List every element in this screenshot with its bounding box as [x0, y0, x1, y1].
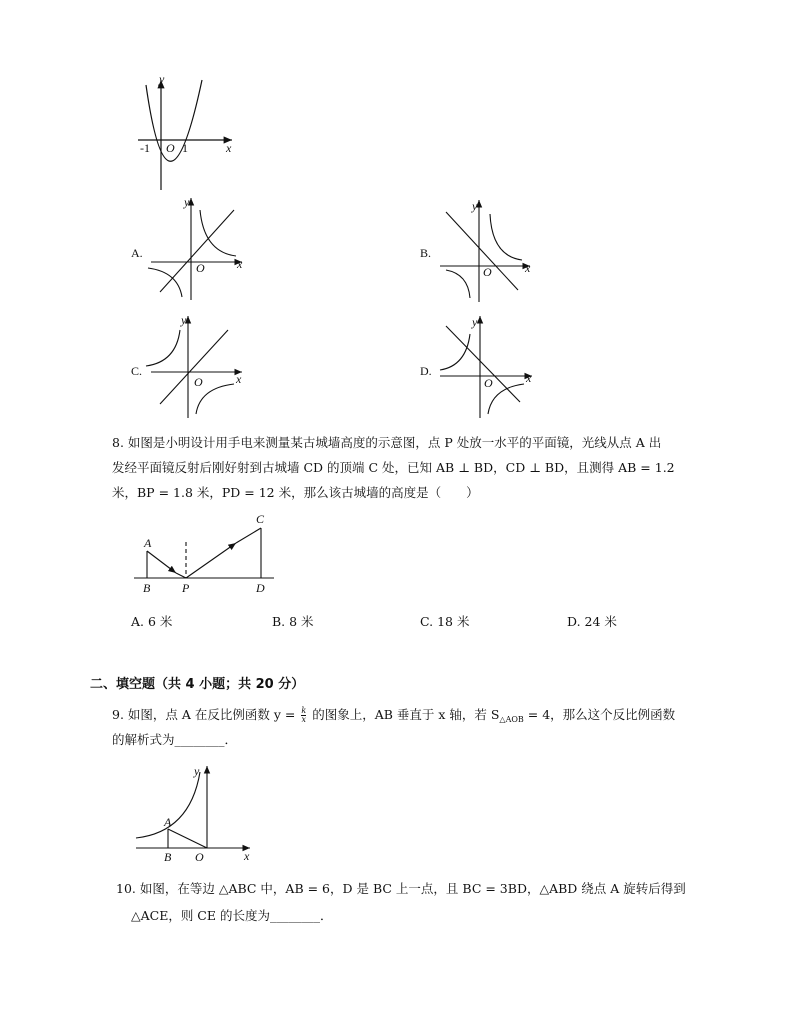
point-d: D [256, 581, 265, 595]
q9-subscript: △AOB [499, 715, 524, 724]
point-a: A [144, 536, 152, 550]
point-c: C [256, 512, 265, 526]
svg-text:O: O [194, 375, 203, 389]
tick-neg1: -1 [140, 141, 150, 155]
q9-line1-b: 的图象上，AB 垂直于 x 轴，若 S [312, 707, 500, 722]
svg-text:x: x [244, 849, 250, 863]
q10-line2: △ACE，则 CE 的长度为________． [131, 908, 333, 923]
segment-ao [168, 829, 207, 848]
origin-label: O [166, 141, 175, 155]
q9-line2: 的解析式为________． [112, 732, 238, 747]
option-a-letter: A. [131, 246, 143, 260]
q8-choice-a: A. 6 米 [131, 614, 173, 629]
svg-text:x: x [526, 371, 532, 385]
svg-text:y: y [194, 764, 200, 778]
q8-choice-c: C. 18 米 [420, 614, 470, 629]
svg-text:y: y [184, 195, 190, 209]
q8-choice-d: D. 24 米 [567, 614, 617, 629]
q9-fraction: $\frac{k}{x}$ [301, 706, 307, 724]
option-d-letter: D. [420, 364, 432, 378]
point-o: O [195, 850, 204, 864]
q8-line3: 米，BP = 1.8 米，PD = 12 米，那么该古城墙的高度是（ ） [112, 485, 479, 500]
option-b-letter: B. [420, 246, 432, 260]
svg-text:y: y [181, 313, 187, 327]
point-b: B [164, 850, 172, 864]
point-p: P [182, 581, 190, 595]
q8-line2: 发经平面镜反射后刚好射到古城墙 CD 的顶端 C 处，已知 AB ⊥ BD，CD ⊥ BD，且测得 AB = 1.2 [112, 460, 675, 475]
x-label: x [226, 141, 232, 155]
option-c-letter: C. [131, 364, 143, 378]
point-a: A [164, 815, 172, 829]
y-label: y [159, 72, 165, 86]
q8-choice-b: B. 8 米 [272, 614, 314, 629]
svg-text:O: O [484, 376, 493, 390]
section-heading: 二、填空题（共 4 小题；共 20 分） [90, 677, 305, 692]
svg-text:x: x [237, 257, 243, 271]
svg-text:O: O [196, 261, 205, 275]
q10-line1: 10. 如图，在等边 △ABC 中，AB = 6，D 是 BC 上一点，且 BC = 3BD，△ABD 绕点 A 旋转后得到 [116, 881, 686, 896]
q9-line1-a: 9. 如图，点 A 在反比例函数 y = [112, 707, 296, 722]
svg-text:x: x [525, 261, 531, 275]
svg-text:y: y [472, 315, 478, 329]
svg-text:O: O [483, 265, 492, 279]
svg-text:x: x [236, 372, 242, 386]
q8-line1: 8. 如图是小明设计用手电来测量某古城墙高度的示意图，点 P 处放一水平的平面镜，光线从点 A 出 [112, 435, 662, 450]
svg-text:y: y [472, 199, 478, 213]
point-b: B [143, 581, 151, 595]
tick-1: 1 [182, 141, 188, 155]
q9-line1-c: = 4，那么这个反比例函数 [527, 707, 676, 722]
